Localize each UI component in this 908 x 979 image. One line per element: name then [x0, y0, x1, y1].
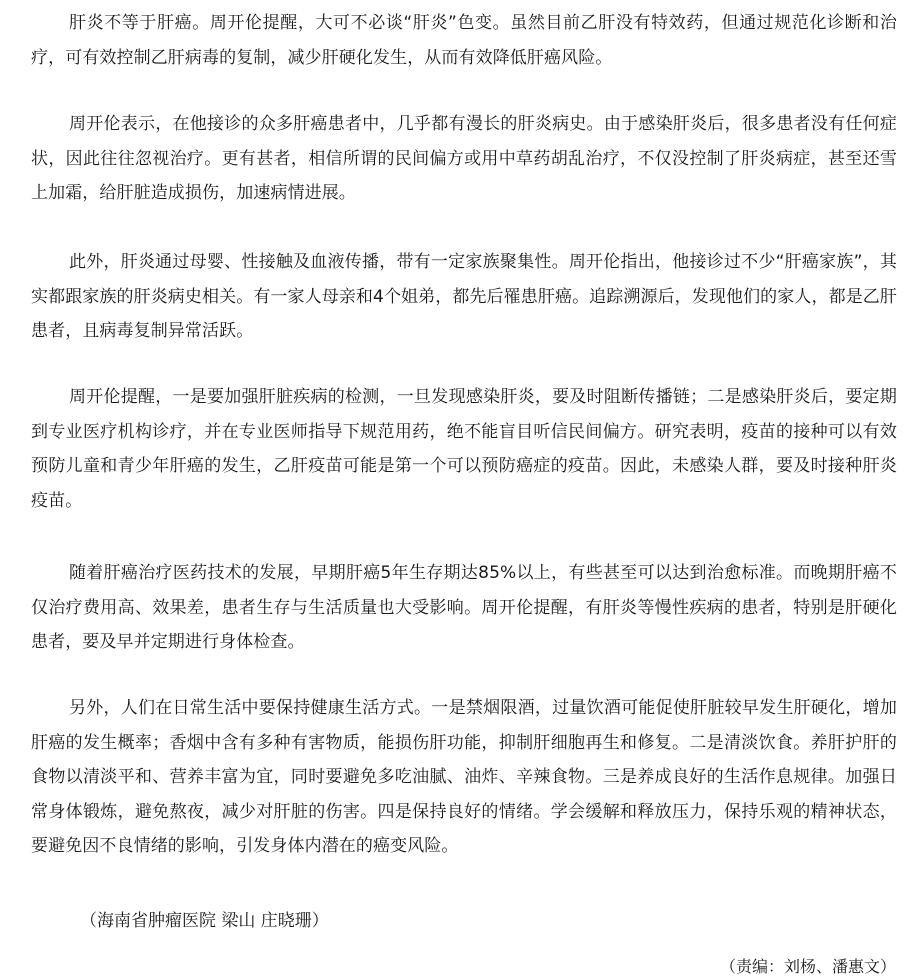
paragraph-4: 周开伦提醒，一是要加强肝脏疾病的检测，一旦发现感染肝炎，要及时阻断传播链；二是感染肝炎后，要定期到专业医疗机构诊疗，并在专业医师指导下规范用药，绝不能盲目听信民间偏方。研究表明，疫苗的接种可以有效预防儿童和青少年肝癌的发生，乙肝疫苗可能是第一个可以预防癌症的疫苗。因此，未感染人群，要及时接种肝炎疫苗。 — [31, 387, 897, 511]
paragraph-6: 另外，人们在日常生活中要保持健康生活方式。一是禁烟限酒，过量饮酒可能促使肝脏较早发生肝硬化，增加肝癌的发生概率；香烟中含有多种有害物质，能损伤肝功能，抑制肝细胞再生和修复。二是清淡饮食。养肝护肝的食物以清淡平和、营养丰富为宜，同时要避免多吃油腻、油炸、辛辣食物。三是养成良好的生活作息规律。加强日常身体锻炼，避免熬夜，减少对肝脏的伤害。四是保持良好的情绪。学会缓解和释放压力，保持乐观的精神状态，要避免因不良情绪的影响，引发身体内潜在的癌变风险。 — [31, 698, 897, 856]
editor-credit: （责编：刘杨、潘惠文） — [719, 957, 896, 976]
paragraph-1: 肝炎不等于肝癌。周开伦提醒，大可不必谈“肝炎”色变。虽然目前乙肝没有特效药，但通过规范化诊断和治疗，可有效控制乙肝病毒的复制，减少肝硬化发生，从而有效降低肝癌风险。 — [31, 13, 897, 68]
paragraph-3: 此外，肝炎通过母婴、性接触及血液传播，带有一定家族聚集性。周开伦指出，他接诊过不少“肝癌家族”，其实都跟家族的肝炎病史相关。有一家人母亲和4个姐弟，都先后罹患肝癌。追踪溯源后，发现他们的家人，都是乙肝患者，且病毒复制异常活跃。 — [31, 252, 897, 341]
paragraph-5: 随着肝癌治疗医药技术的发展，早期肝癌5年生存期达85%以上，有些甚至可以达到治愈标准。而晚期肝癌不仅治疗费用高、效果差，患者生存与生活质量也大受影响。周开伦提醒，有肝炎等慢性疾病的患者，特别是肝硬化患者，要及早并定期进行身体检查。 — [31, 563, 897, 652]
author-byline: （海南省肿瘤医院 梁山 庄晓珊） — [80, 911, 329, 931]
paragraph-2: 周开伦表示，在他接诊的众多肝癌患者中，几乎都有漫长的肝炎病史。由于感染肝炎后，很多患者没有任何症状，因此往往忽视治疗。更有甚者，相信所谓的民间偏方或用中草药胡乱治疗，不仅没控制了肝炎病症，甚至还雪上加霜，给肝脏造成损伤，加速病情进展。 — [31, 114, 897, 203]
